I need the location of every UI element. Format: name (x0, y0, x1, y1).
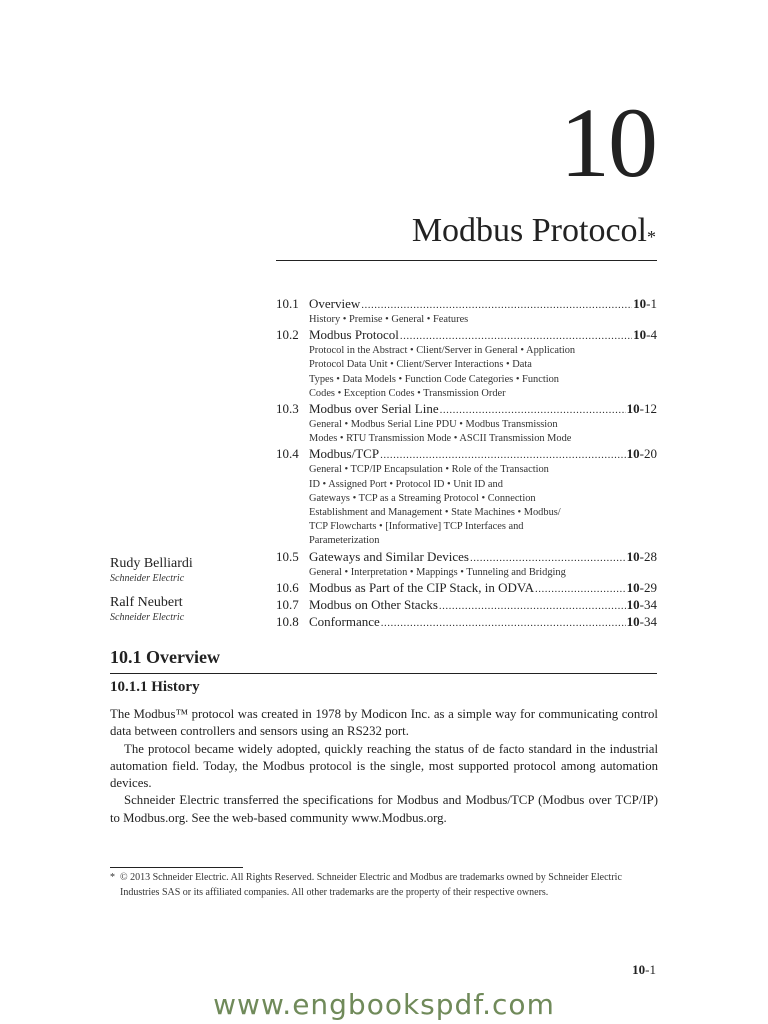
toc-page-suffix: -29 (639, 579, 657, 595)
toc-page-chapter: 10 (626, 548, 640, 564)
page-number-page: -1 (645, 962, 656, 977)
author-affiliation: Schneider Electric (110, 612, 185, 623)
toc-page-number[interactable] (627, 597, 657, 613)
toc-page-chapter: 10 (626, 401, 640, 417)
toc-page-suffix: -34 (639, 596, 657, 612)
title-rule (276, 260, 657, 261)
chapter-number: 10 (560, 87, 656, 198)
toc-leader-dots (381, 614, 626, 631)
toc-section-title[interactable]: Conformance (309, 613, 380, 629)
footnote (110, 870, 658, 900)
toc-page-number[interactable] (633, 327, 657, 343)
toc-leader-dots (361, 296, 632, 313)
toc-page-number[interactable] (627, 549, 657, 565)
toc-leader-dots (400, 327, 632, 344)
author-name: Rudy Belliardi (110, 556, 193, 571)
toc-leader-dots (535, 580, 626, 597)
toc-section-title[interactable]: Gateways and Similar Devices (309, 548, 469, 564)
toc-subtopics-line: Gateways • TCP as a Streaming Protocol • Connection (309, 492, 536, 504)
toc-subtopics-line: ID • Assigned Port • Protocol ID • Unit ID and (309, 478, 503, 490)
toc-section-title[interactable]: Modbus over Serial Line (309, 401, 439, 417)
toc-subtopics-line: Types • Data Models • Function Code Categories • Function (309, 373, 560, 385)
toc-section-number: 10.1 (276, 296, 299, 311)
toc-entry[interactable] (276, 580, 657, 597)
toc-entry[interactable] (276, 401, 657, 446)
toc-subtopics-line: General • Modbus Serial Line PDU • Modbus Transmission (309, 419, 558, 431)
subsection-heading: 10.1.1 History (110, 679, 200, 695)
toc-section-title[interactable]: Modbus on Other Stacks (309, 596, 438, 612)
toc-entry[interactable] (276, 296, 657, 327)
toc-entry-line[interactable] (276, 549, 657, 566)
footnote-rule (110, 867, 243, 868)
toc-section-number: 10.6 (276, 579, 299, 595)
toc-subtopics-line: Parameterization (309, 535, 380, 547)
toc-entry-line[interactable] (276, 296, 657, 313)
chapter-title-text: Modbus Protocol (411, 212, 647, 249)
toc-section-title[interactable]: Modbus Protocol (309, 327, 399, 343)
toc-subtopics-line: History • Premise • General • Features (309, 314, 469, 325)
toc-page-chapter: 10 (633, 296, 647, 311)
toc-subtopics-line: General • Interpretation • Mappings • Tunneling and Bridging (309, 566, 566, 578)
author-list (110, 555, 193, 633)
toc-page-chapter: 10 (626, 446, 640, 462)
toc-section-number: 10.8 (276, 613, 299, 629)
toc-page-suffix: -20 (639, 446, 657, 462)
toc-page-suffix: -28 (639, 548, 657, 564)
toc-entry[interactable] (276, 597, 657, 614)
toc-entry-line[interactable] (276, 580, 657, 597)
toc-leader-dots (380, 446, 626, 463)
watermark-link[interactable]: www.engbookspdf.com (213, 988, 555, 1021)
toc-leader-dots (439, 597, 626, 614)
toc-entry[interactable] (276, 614, 657, 631)
toc-subtopics-line: Establishment and Management • State Machines • Modbus/ (309, 507, 561, 519)
toc-entry[interactable] (276, 549, 657, 580)
toc-entry-line[interactable] (276, 401, 657, 418)
toc-entry-line[interactable] (276, 614, 657, 631)
toc-section-number: 10.7 (276, 596, 299, 612)
toc-subtopics-line: Protocol Data Unit • Client/Server Interactions • Data (309, 359, 532, 371)
toc-page-chapter: 10 (633, 327, 647, 343)
toc-section-number: 10.4 (276, 446, 299, 462)
toc-page-number[interactable] (633, 296, 657, 312)
toc-page-suffix: -34 (639, 613, 657, 629)
toc-page-suffix: -1 (646, 296, 657, 311)
toc-section-title[interactable]: Overview (309, 296, 361, 311)
chapter-title-footnote-mark: * (647, 227, 656, 247)
toc-section-title[interactable]: Modbus as Part of the CIP Stack, in ODVA (309, 579, 534, 595)
toc-section-number: 10.5 (276, 548, 299, 564)
toc-page-suffix: -4 (646, 327, 657, 343)
toc-page-number[interactable] (627, 580, 657, 596)
paragraph: The protocol became widely adopted, quickly reaching the status of de facto standard in the industrial automation field. Today, the Modbus protocol is the single, most supported protocol among automation devices. (110, 741, 658, 791)
toc-section-number: 10.2 (276, 327, 299, 343)
section-heading: 10.1 Overview (110, 647, 220, 667)
body-text (110, 706, 658, 827)
toc-leader-dots (440, 401, 626, 418)
section-rule (110, 673, 657, 674)
toc-entry[interactable] (276, 446, 657, 548)
toc-section-number: 10.3 (276, 401, 299, 417)
page-number (632, 962, 656, 978)
paragraph: Schneider Electric transferred the specifications for Modbus and Modbus/TCP (Modbus over TCP/IP) to Modbus.org. See the web-based community www.Modbus.org. (110, 793, 658, 825)
toc-entry-line[interactable] (276, 446, 657, 463)
toc-subtopics-line: Modes • RTU Transmission Mode • ASCII Transmission Mode (309, 433, 572, 445)
toc-subtopics-line: Protocol in the Abstract • Client/Server in General • Application (309, 345, 576, 357)
table-of-contents (276, 296, 657, 631)
toc-page-chapter: 10 (626, 596, 640, 612)
author-affiliation: Schneider Electric (110, 573, 185, 584)
toc-page-chapter: 10 (626, 579, 640, 595)
toc-section-title[interactable]: Modbus/TCP (309, 446, 380, 462)
toc-page-suffix: -12 (639, 401, 657, 417)
author-name: Ralf Neubert (110, 595, 183, 610)
toc-page-number[interactable] (627, 401, 657, 417)
page-number-chapter: 10 (632, 962, 646, 977)
toc-subtopics-line: General • TCP/IP Encapsulation • Role of the Transaction (309, 464, 549, 476)
chapter-title (412, 210, 656, 252)
footnote-text: © 2013 Schneider Electric. All Rights Reserved. Schneider Electric and Modbus are trademarks owned by Schneider Electric Industries SAS or its affiliated companies. All other trademarks are the property of their respective owners. (120, 872, 622, 898)
toc-entry-line[interactable] (276, 597, 657, 614)
toc-page-number[interactable] (627, 614, 657, 630)
toc-page-number[interactable] (627, 446, 657, 462)
toc-subtopics-line: Codes • Exception Codes • Transmission Order (309, 387, 506, 399)
toc-page-chapter: 10 (626, 613, 640, 629)
footnote-mark: * (110, 872, 115, 883)
toc-subtopics-line: TCP Flowcharts • [Informative] TCP Interfaces and (309, 521, 524, 533)
toc-entry[interactable] (276, 327, 657, 401)
paragraph: The Modbus™ protocol was created in 1978 by Modicon Inc. as a simple way for communicating control data between controllers and sensors using an RS232 port. (110, 707, 658, 739)
toc-entry-line[interactable] (276, 327, 657, 344)
toc-leader-dots (470, 549, 626, 566)
